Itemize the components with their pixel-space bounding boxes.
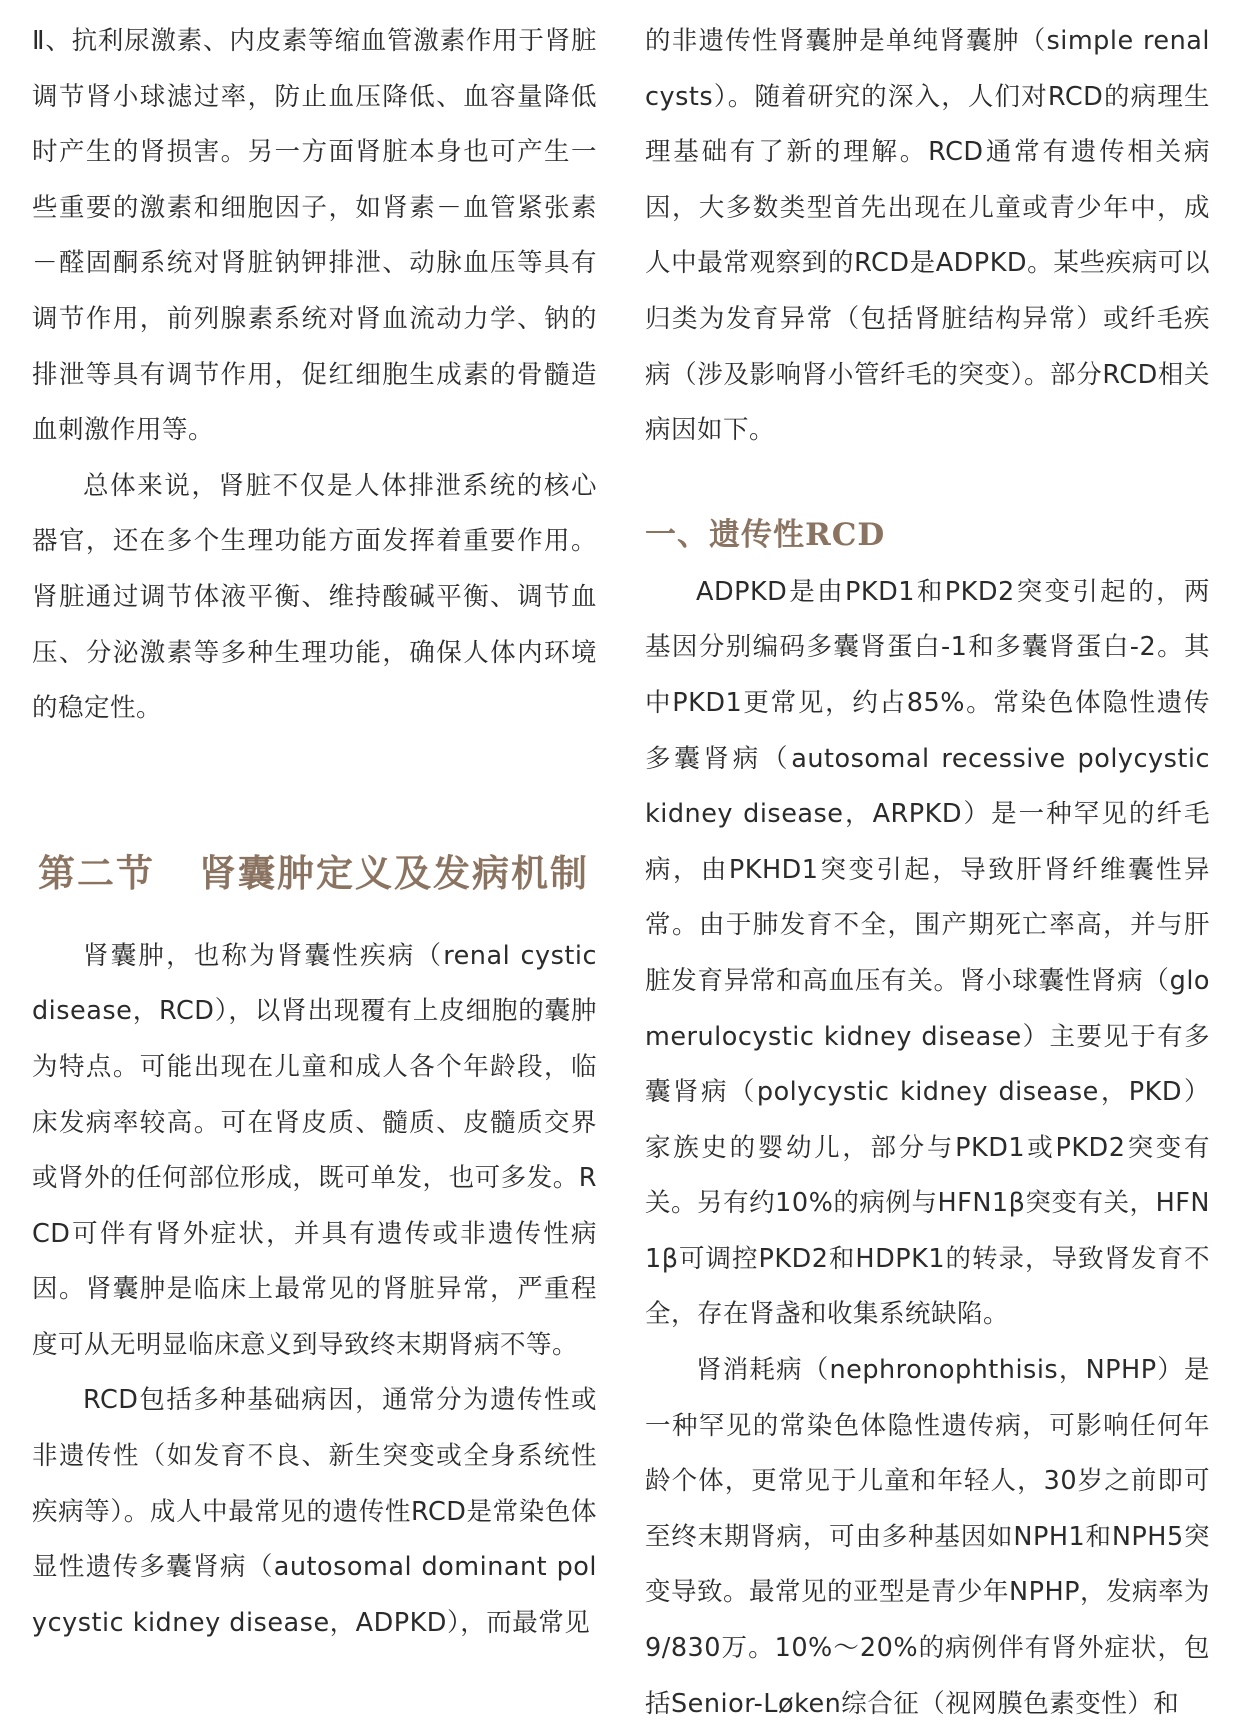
body-paragraph: Ⅱ、抗利尿激素、内皮素等缩血管激素作用于肾脏调节肾小球滤过率，防止血压降低、血容量降低时产生的肾损害。另一方面肾脏本身也可产生一些重要的激素和细胞因子，如肾素－血管紧张素－醛固酮系统对肾脏钠钾排泄、动脉血压等具有调节作用，前列腺素系统对肾血流动力学、钠的排泄等具有调节作用，促红细胞生成素的骨髓造血刺激作用等。 (32, 26, 597, 446)
left-column (32, 14, 597, 1651)
spacer (645, 459, 1210, 505)
body-paragraph: ADPKD是由PKD1和PKD2突变引起的，两基因分别编码多囊肾蛋白-1和多囊肾蛋白-2。其中PKD1更常见，约占85%。常染色体隐性遗传多囊肾病（autosomal recessive polycystic kidney disease，ARPKD）是一种罕见的纤毛病，由PKHD1突变引起，导致肝肾纤维囊性异常。由于肺发育不全，围产期死亡率高，并与肝脏发育异常和高血压有关。肾小球囊性肾病（glomerulocystic kidney disease）主要见于有多囊肾病（polycystic kidney disease，PKD）家族史的婴幼儿，部分与PKD1或PKD2突变有关。另有约10%的病例与HFN1β突变有关，HFN1β可调控PKD2和HDPK1的转录，导致肾发育不全，存在肾盏和收集系统缺陷。 (645, 576, 1210, 1330)
body-paragraph: 肾囊肿，也称为肾囊性疾病（renal cystic disease，RCD），以肾出现覆有上皮细胞的囊肿为特点。可能出现在儿童和成人各个年龄段，临床发病率较高。可在肾皮质、髓质、皮髓质交界或肾外的任何部位形成，既可单发，也可多发。RCD可伴有肾外症状，并具有遗传或非遗传性病因。肾囊肿是临床上最常见的肾脏异常，严重程度可从无明显临床意义到导致终末期肾病不等。 (32, 940, 597, 1360)
section-number: 第二节 (38, 850, 155, 895)
section-heading (38, 843, 597, 903)
subsection-heading: 一、遗传性RCD (645, 516, 886, 553)
body-paragraph: 肾消耗病（nephronophthisis，NPHP）是一种罕见的常染色体隐性遗传病，可影响任何年龄个体，更常见于儿童和年轻人，30岁之前即可至终末期肾病，可由多种基因如NPH1和NPH5突变导致。最常见的亚型是青少年NPHP，发病率为9/830万。10%～20%的病例伴有肾外症状，包括Senior-Løken综合征（视网膜色素变性）和 (645, 1355, 1211, 1719)
spacer (32, 903, 597, 929)
body-paragraph: 总体来说，肾脏不仅是人体排泄系统的核心器官，还在多个生理功能方面发挥着重要作用。肾脏通过调节体液平衡、维持酸碱平衡、调节血压、分泌激素等多种生理功能，确保人体内环境的稳定性。 (32, 470, 597, 724)
body-paragraph: RCD包括多种基础病因，通常分为遗传性或非遗传性（如发育不良、新生突变或全身系统性疾病等）。成人中最常见的遗传性RCD是常染色体显性遗传多囊肾病（autosomal dominant polycystic kidney disease，ADPKD），而最常见 (32, 1385, 597, 1638)
right-column (645, 14, 1210, 1732)
body-paragraph: 的非遗传性肾囊肿是单纯肾囊肿（simple renal cysts）。随着研究的深入，人们对RCD的病理生理基础有了新的理解。RCD通常有遗传相关病因，大多数类型首先出现在儿童或青少年中，成人中最常观察到的RCD是ADPKD。某些疾病可以归类为发育异常（包括肾脏结构异常）或纤毛疾病（涉及影响肾小管纤毛的突变）。部分RCD相关病因如下。 (645, 26, 1210, 446)
spacer (32, 737, 597, 843)
section-title: 肾囊肿定义及发病机制 (199, 850, 589, 895)
